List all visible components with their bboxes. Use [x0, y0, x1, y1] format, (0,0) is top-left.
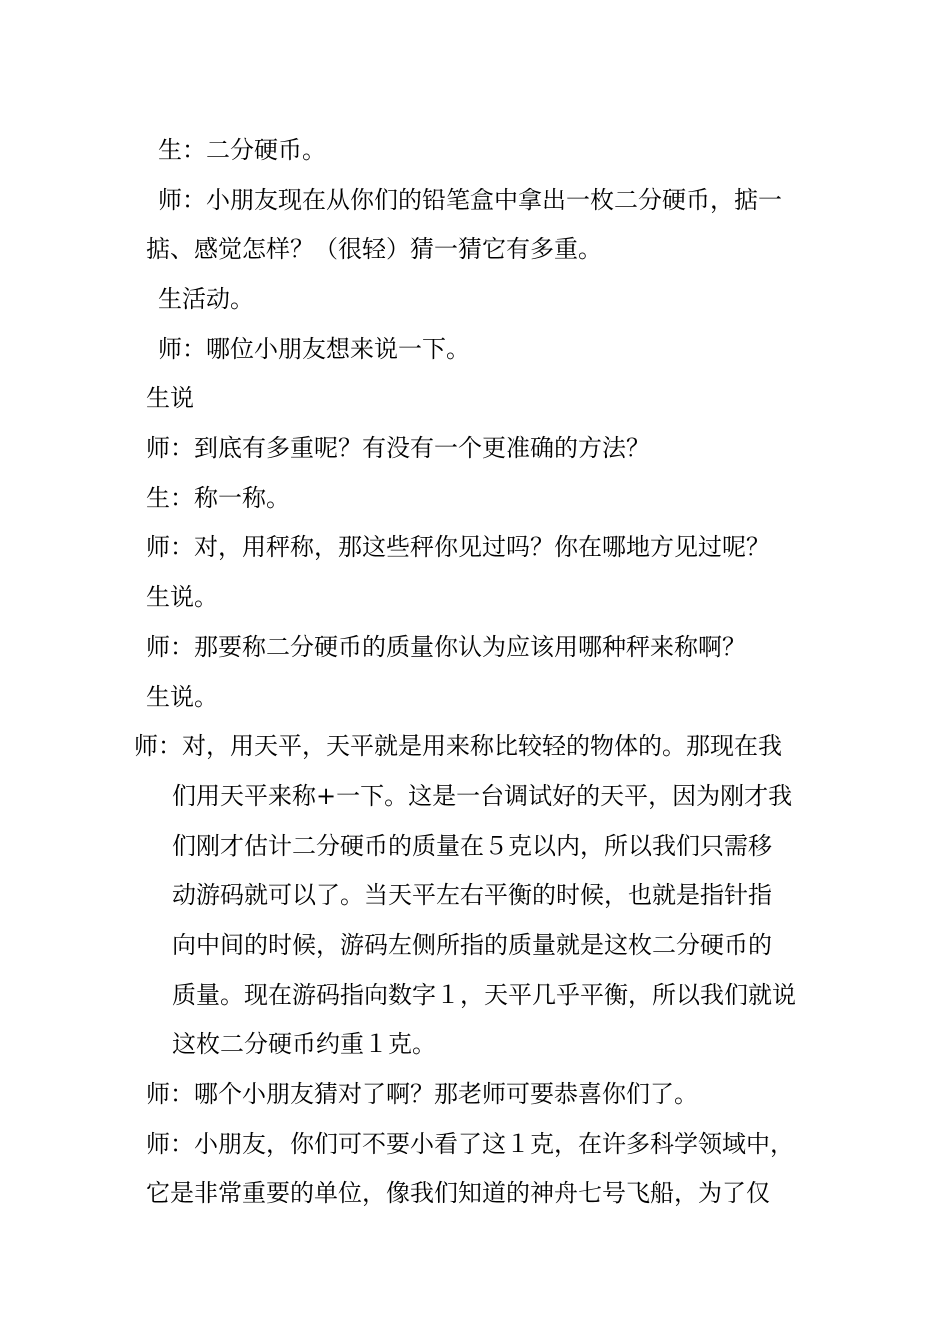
text-line: 师：那要称二分硬币的质量你认为应该用哪种秤来称啊？ — [146, 633, 746, 661]
text-line: 生说。 — [146, 583, 218, 611]
text-line: 生：二分硬币。 — [158, 136, 326, 164]
text-line: 们刚才估计二分硬币的质量在５克以内，所以我们只需移 — [172, 832, 772, 860]
text-line: 师：小朋友，你们可不要小看了这１克，在许多科学领域中， — [146, 1130, 794, 1158]
text-line: 师：对，用秤称，那这些秤你见过吗？你在哪地方见过呢？ — [146, 533, 770, 561]
text-line: 师：到底有多重呢？有没有一个更准确的方法？ — [146, 434, 650, 462]
text-line: 这枚二分硬币约重１克。 — [172, 1030, 436, 1058]
text-line: 生活动。 — [158, 285, 254, 313]
text-line: 们用天平来称+一下。这是一台调试好的天平，因为刚才我 — [172, 782, 793, 810]
text-line: 向中间的时候，游码左侧所指的质量就是这枚二分硬币的 — [172, 931, 772, 959]
text-line: 生说 — [146, 384, 194, 412]
text-line: 师：哪个小朋友猜对了啊？那老师可要恭喜你们了。 — [146, 1080, 698, 1108]
text-line: 它是非常重要的单位，像我们知道的神舟七号飞船，为了仅 — [146, 1179, 770, 1207]
text-line: 师：对，用天平，天平就是用来称比较轻的物体的。那现在我 — [134, 732, 782, 760]
text-line: 生说。 — [146, 683, 218, 711]
text-line: 质量。现在游码指向数字１，天平几乎平衡，所以我们就说 — [172, 981, 796, 1009]
text-line: 师：小朋友现在从你们的铅笔盒中拿出一枚二分硬币，掂一 — [158, 186, 782, 214]
text-line: 生：称一称。 — [146, 484, 290, 512]
text-line: 动游码就可以了。当天平左右平衡的时候，也就是指针指 — [172, 881, 772, 909]
text-line: 师：哪位小朋友想来说一下。 — [158, 335, 470, 363]
text-line: 掂、感觉怎样？（很轻）猜一猜它有多重。 — [146, 235, 602, 263]
